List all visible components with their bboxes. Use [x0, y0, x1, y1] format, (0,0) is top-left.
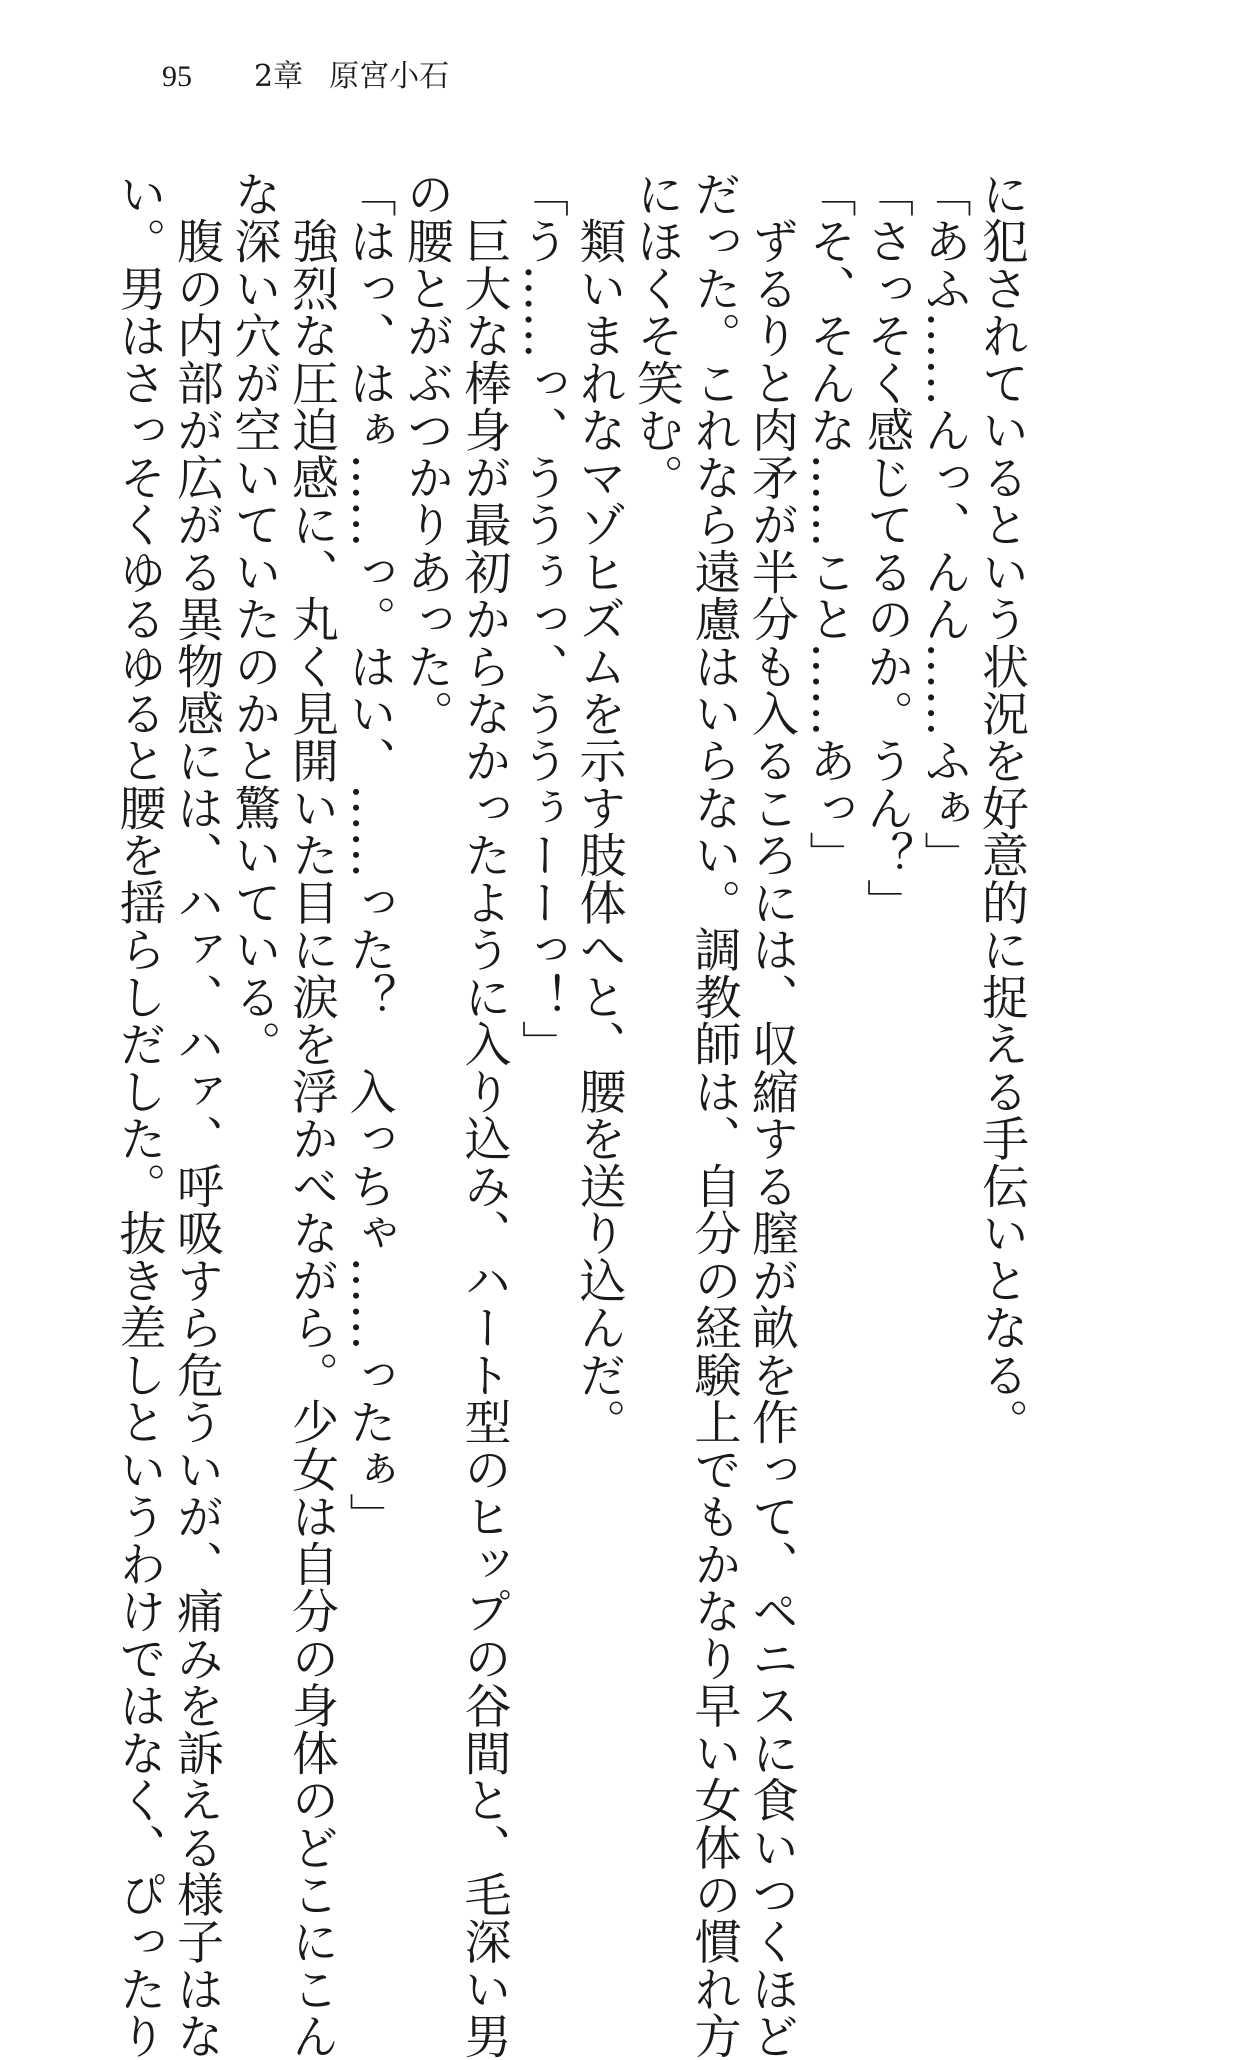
text-line: ずるりと肉矛が半分も入るころには、収縮する膣が畝を作って、ペニスに食いつくほど — [744, 170, 799, 2060]
text-line: な深い穴が空いていたのかと驚いている。 — [226, 170, 282, 1068]
text-line: だった。これなら遠慮はいらない。調教師は、自分の経験上でもかなり早い女体の慣れ方 — [686, 170, 742, 2060]
text-line: 「さっそく感じてるのか。うん？」 — [859, 170, 914, 926]
text-line: 「はっ、はぁ……っ。はい、……った？ 入っちゃ……ったぁ」 — [341, 170, 397, 1540]
page-number: 95 — [162, 60, 192, 93]
chapter-title: 原宮小石 — [329, 59, 450, 94]
running-header — [162, 59, 450, 94]
body-text — [110, 170, 1030, 2060]
text-line: の腰とがぶつかりあった。 — [399, 170, 454, 737]
text-line: 腹の内部が広がる異物感には、ハァ、ハァ、呼吸すら危ういが、痛みを訴える様子はな — [169, 170, 224, 2060]
chapter-label: 2章 — [254, 59, 304, 94]
text-line: 類いまれなマゾヒズムを示す肢体へと、腰を送り込んだ。 — [571, 170, 627, 1446]
text-line: い。男はさっそくゆるゆると腰を揺らしだした。抜き差しというわけではなく、ぴったり — [111, 170, 167, 2060]
text-line: 巨大な棒身が最初からなかったように入り込み、ハート型のヒップの谷間と、毛深い男 — [456, 170, 512, 2060]
text-line: 強烈な圧迫感に、丸く見開いた目に涙を浮かべながら。少女は自分の身体のどこにこん — [284, 170, 339, 2060]
text-line: 「そ、そんな……こと……あっ」 — [801, 170, 857, 879]
text-line: にほくそ笑む。 — [629, 170, 684, 501]
text-line: に犯されているという状況を好意的に捉える手伝いとなる。 — [974, 170, 1029, 1446]
text-line: 「あふ……んっ、んん……ふぁ」 — [916, 170, 972, 879]
text-line: 「う……っ、ううぅっ、ううぅーーっ！」 — [514, 170, 569, 1068]
